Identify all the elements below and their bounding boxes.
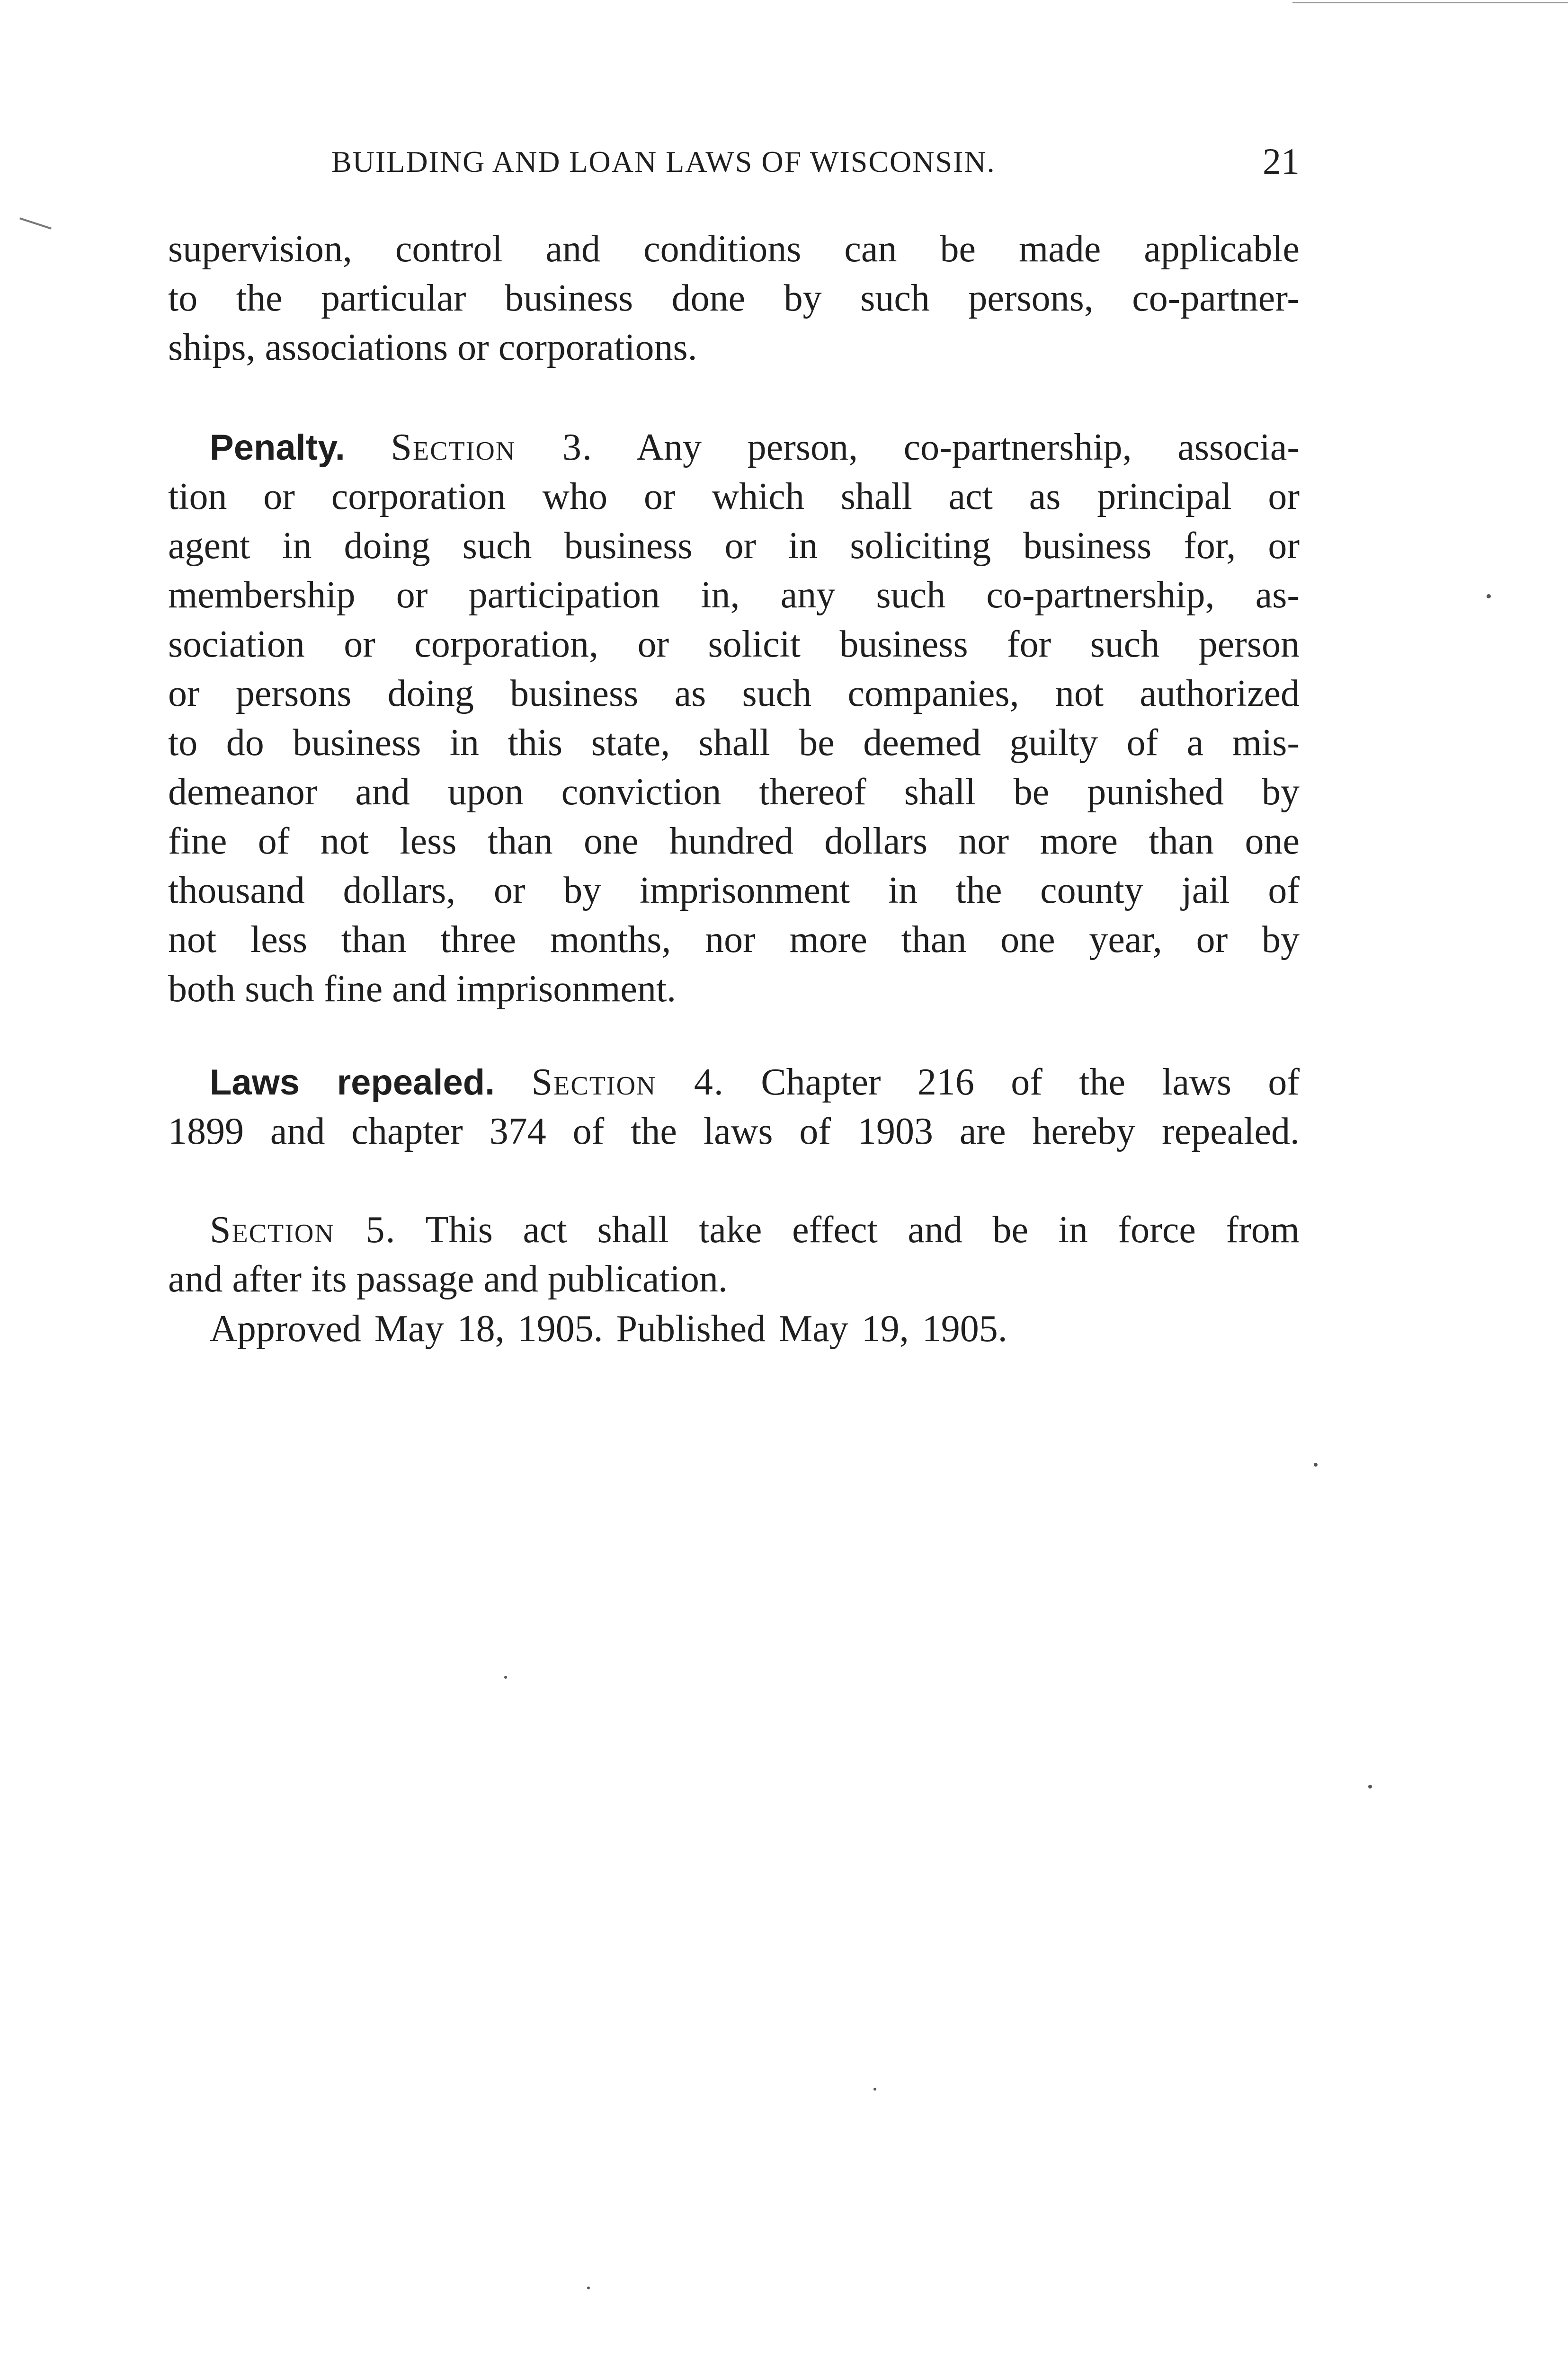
running-head bbox=[168, 138, 1300, 190]
text-fragment: This act shall take effect and be in force from bbox=[425, 1209, 1300, 1251]
scan-speck bbox=[1487, 594, 1491, 598]
section-label: Section 5. bbox=[210, 1209, 396, 1251]
text-line: demeanor and upon conviction thereof shall be punished by bbox=[168, 771, 1300, 813]
scan-edge-line bbox=[1292, 2, 1568, 3]
section-label: Section 4. bbox=[531, 1061, 724, 1103]
text-line: ships, associations or corporations. bbox=[168, 327, 697, 368]
paragraph-penalty bbox=[168, 423, 1300, 1014]
text-line: both such fine and imprisonment. bbox=[168, 968, 677, 1010]
scan-speck bbox=[1314, 1463, 1318, 1467]
text-line-first bbox=[168, 1058, 1300, 1107]
text-line: membership or participation in, any such co-partnership, as- bbox=[168, 574, 1300, 616]
scan-speck bbox=[587, 2287, 590, 2289]
section-label: Section 3. bbox=[391, 427, 593, 468]
scan-margin-mark bbox=[19, 217, 52, 229]
text-fragment: Any person, co-partnership, associa- bbox=[636, 427, 1300, 468]
paragraph-laws-repealed bbox=[168, 1058, 1300, 1156]
text-line: to do business in this state, shall be deemed guilty of a mis- bbox=[168, 722, 1300, 764]
text-line: thousand dollars, or by imprisonment in the county jail of bbox=[168, 870, 1300, 911]
text-line: supervision, control and conditions can be made applicable bbox=[168, 228, 1300, 270]
text-line-first bbox=[168, 423, 1300, 472]
approval-line: Approved May 18, 1905. Published May 19, 1905. bbox=[210, 1308, 1007, 1350]
text-line: tion or corporation who or which shall act as principal or bbox=[168, 476, 1300, 517]
text-line: sociation or corporation, or solicit business for such person bbox=[168, 623, 1300, 665]
scan-speck bbox=[873, 2088, 876, 2091]
text-line: or persons doing business as such companies, not authorized bbox=[168, 673, 1300, 714]
text-line: and after its passage and publication. bbox=[168, 1258, 728, 1300]
page-number: 21 bbox=[1263, 141, 1300, 182]
scan-speck bbox=[1368, 1785, 1372, 1789]
text-line: to the particular business done by such persons, co-partner- bbox=[168, 277, 1300, 319]
margin-caption-laws-repealed: Laws repealed. bbox=[210, 1062, 495, 1103]
scan-speck bbox=[504, 1676, 507, 1679]
text-line-first bbox=[168, 1205, 1300, 1255]
text-line: 1899 and chapter 374 of the laws of 1903 are hereby repealed. bbox=[168, 1111, 1300, 1152]
paragraph-continuation bbox=[168, 224, 1300, 372]
running-title: BUILDING AND LOAN LAWS OF WISCONSIN. bbox=[331, 145, 996, 178]
paragraph-section-5 bbox=[168, 1205, 1300, 1304]
margin-caption-penalty: Penalty. bbox=[210, 427, 345, 468]
text-fragment: Chapter 216 of the laws of bbox=[761, 1061, 1300, 1103]
text-line: agent in doing such business or in soliciting business for, or bbox=[168, 525, 1300, 567]
text-line: fine of not less than one hundred dollars nor more than one bbox=[168, 820, 1300, 862]
text-line: not less than three months, nor more than one year, or by bbox=[168, 919, 1300, 961]
